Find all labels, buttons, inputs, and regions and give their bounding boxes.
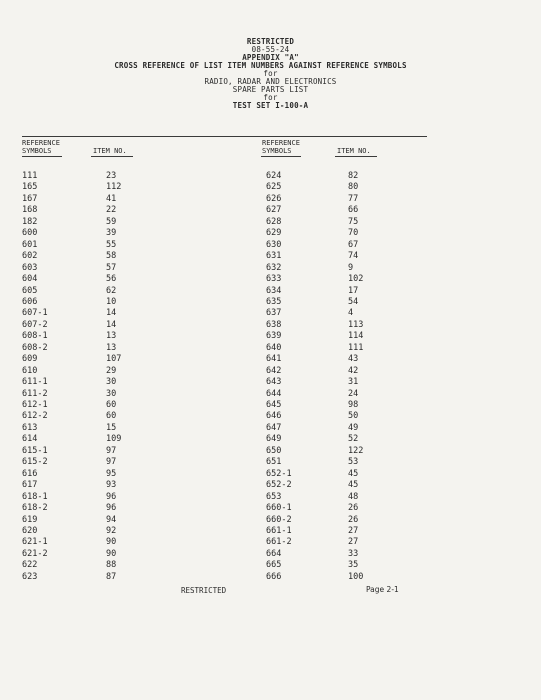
right-item-no: 45	[348, 480, 359, 491]
table-row	[0, 376, 541, 388]
header-doc-number: 08-55-24	[251, 45, 290, 54]
right-item-no: 98	[348, 400, 359, 410]
right-item-no: 4	[348, 308, 354, 319]
left-item-no: 10	[106, 296, 117, 307]
right-ref-symbol: 650	[266, 445, 282, 456]
header-appendix: APPENDIX "A"	[242, 53, 299, 62]
right-item-no: 111	[348, 342, 364, 353]
right-ref-symbol: 652-2	[266, 480, 292, 491]
left-item-no: 87	[106, 571, 117, 582]
left-item-no: 97	[106, 445, 117, 456]
right-item-no: 31	[348, 377, 359, 388]
left-item-no: 58	[106, 251, 117, 262]
left-ref-symbol: 611-1	[22, 377, 48, 388]
table-row	[0, 365, 541, 377]
left-item-no: 90	[106, 537, 117, 548]
table-row	[0, 262, 541, 274]
right-ref-symbol: 641	[266, 354, 282, 365]
left-item-no: 56	[106, 274, 117, 285]
header-underline-right-1	[261, 156, 301, 157]
table-row	[0, 502, 541, 514]
right-ref-symbol: 624	[266, 171, 282, 181]
right-item-no: 114	[348, 331, 364, 342]
left-ref-symbol: 602	[22, 251, 38, 262]
left-ref-symbol: 612-2	[22, 411, 48, 422]
right-item-no: 9	[348, 262, 354, 273]
right-item-no: 74	[348, 251, 359, 262]
left-ref-symbol: 605	[22, 285, 38, 296]
header-list-name: SPARE PARTS LIST	[232, 85, 309, 94]
right-ref-symbol: 629	[266, 228, 282, 239]
left-item-no: 23	[106, 171, 117, 181]
left-ref-symbol: 615-1	[22, 445, 48, 456]
left-ref-symbol: 168	[22, 205, 38, 216]
left-ref-symbol: 608-2	[22, 342, 48, 353]
left-item-no: 97	[106, 457, 117, 468]
table-row	[0, 410, 541, 422]
right-item-no: 49	[348, 422, 359, 433]
right-item-no: 113	[348, 319, 364, 330]
left-item-no: 14	[106, 319, 117, 330]
left-ref-symbol: 620	[22, 525, 38, 536]
table-row	[0, 525, 541, 537]
table-row	[0, 353, 541, 365]
left-ref-symbol: 606	[22, 296, 38, 307]
right-ref-symbol: 626	[266, 193, 282, 204]
table-row	[0, 445, 541, 457]
table-row	[0, 422, 541, 434]
right-ref-symbol: 628	[266, 216, 282, 227]
right-item-no: 26	[348, 503, 359, 514]
left-item-no: 39	[106, 228, 117, 239]
table-row	[0, 204, 541, 216]
right-ref-symbol: 645	[266, 400, 282, 410]
table-row	[0, 181, 541, 193]
left-ref-symbol: 621-2	[22, 548, 48, 559]
left-ref-symbol: 607-1	[22, 308, 48, 319]
table-row	[0, 433, 541, 445]
header-equipment: TEST SET I-100-A	[232, 101, 309, 110]
right-item-no: 75	[348, 216, 359, 227]
table-row	[0, 399, 541, 411]
left-item-no: 92	[106, 525, 117, 536]
right-item-no: 43	[348, 354, 359, 365]
header-for-2: for	[263, 93, 278, 102]
table-row	[0, 239, 541, 251]
left-ref-symbol: 604	[22, 274, 38, 285]
right-item-no-header: ITEM NO.	[337, 147, 371, 155]
left-ref-symbol: 613	[22, 422, 38, 433]
left-item-no: 95	[106, 468, 117, 479]
table-row	[0, 571, 541, 583]
left-item-no: 41	[106, 193, 117, 204]
right-item-no: 122	[348, 445, 364, 456]
left-item-no: 22	[106, 205, 117, 216]
left-ref-symbol: 621-1	[22, 537, 48, 548]
left-item-no: 96	[106, 503, 117, 514]
right-ref-symbols-header: REFERENCE SYMBOLS	[262, 139, 300, 155]
left-item-no: 60	[106, 400, 117, 410]
header-for-1: for	[263, 69, 278, 78]
left-item-no: 29	[106, 365, 117, 376]
right-ref-symbol: 634	[266, 285, 282, 296]
left-ref-symbol: 614	[22, 434, 38, 445]
left-ref-symbol: 167	[22, 193, 38, 204]
right-ref-symbol: 660-2	[266, 514, 292, 525]
left-item-no: 60	[106, 411, 117, 422]
left-ref-symbol: 609	[22, 354, 38, 365]
right-ref-symbol: 647	[266, 422, 282, 433]
right-ref-symbol: 664	[266, 548, 282, 559]
table-row	[0, 216, 541, 228]
left-ref-symbol: 615-2	[22, 457, 48, 468]
table-row	[0, 285, 541, 297]
table-row	[0, 170, 541, 182]
right-item-no: 27	[348, 525, 359, 536]
top-rule	[22, 136, 427, 137]
right-item-no: 50	[348, 411, 359, 422]
right-ref-symbol: 640	[266, 342, 282, 353]
left-item-no: 107	[106, 354, 122, 365]
left-item-no: 94	[106, 514, 117, 525]
footer-page-number: Page 2-1	[366, 585, 399, 594]
right-item-no: 54	[348, 296, 359, 307]
right-ref-symbol: 651	[266, 457, 282, 468]
right-item-no: 67	[348, 239, 359, 250]
header-underline-left-2	[91, 156, 133, 157]
right-ref-symbol: 649	[266, 434, 282, 445]
table-row	[0, 514, 541, 526]
right-ref-symbol: 653	[266, 491, 282, 502]
left-ref-symbol: 617	[22, 480, 38, 491]
left-item-no: 13	[106, 342, 117, 353]
left-ref-symbol: 601	[22, 239, 38, 250]
header-classification: RESTRICTED	[246, 37, 295, 46]
table-row	[0, 479, 541, 491]
left-ref-symbol: 182	[22, 216, 38, 227]
right-item-no: 77	[348, 193, 359, 204]
left-ref-symbol: 165	[22, 182, 38, 193]
right-ref-symbol: 639	[266, 331, 282, 342]
table-row	[0, 388, 541, 400]
right-item-no: 53	[348, 457, 359, 468]
right-item-no: 52	[348, 434, 359, 445]
table-row	[0, 456, 541, 468]
table-row	[0, 491, 541, 503]
right-item-no: 102	[348, 274, 364, 285]
document-header	[0, 38, 541, 110]
right-item-no: 48	[348, 491, 359, 502]
table-row	[0, 342, 541, 354]
right-ref-symbol: 633	[266, 274, 282, 285]
right-ref-symbol: 630	[266, 239, 282, 250]
right-ref-symbol: 631	[266, 251, 282, 262]
left-ref-symbol: 611-2	[22, 388, 48, 399]
left-ref-symbol: 610	[22, 365, 38, 376]
right-ref-symbol: 637	[266, 308, 282, 319]
left-ref-symbol: 623	[22, 571, 38, 582]
right-item-no: 17	[348, 285, 359, 296]
right-ref-symbol: 635	[266, 296, 282, 307]
left-ref-symbol: 111	[22, 171, 38, 181]
table-row	[0, 193, 541, 205]
left-item-no-header: ITEM NO.	[93, 147, 127, 155]
left-ref-symbol: 607-2	[22, 319, 48, 330]
right-item-no: 27	[348, 537, 359, 548]
table-row	[0, 307, 541, 319]
right-item-no: 26	[348, 514, 359, 525]
table-row	[0, 319, 541, 331]
table-row	[0, 468, 541, 480]
right-ref-symbol: 661-2	[266, 537, 292, 548]
right-item-no: 35	[348, 560, 359, 571]
header-underline-right-2	[335, 156, 377, 157]
left-ref-symbol: 616	[22, 468, 38, 479]
left-ref-symbol: 612-1	[22, 400, 48, 410]
table-row	[0, 536, 541, 548]
header-subject: RADIO, RADAR AND ELECTRONICS	[204, 77, 337, 86]
right-item-no: 42	[348, 365, 359, 376]
header-title: CROSS REFERENCE OF LIST ITEM NUMBERS AGAINST REFERENCE SYMBOLS	[114, 61, 407, 70]
header-underline-left-1	[22, 156, 62, 157]
left-item-no: 112	[106, 182, 122, 193]
left-ref-symbol: 600	[22, 228, 38, 239]
table-row	[0, 296, 541, 308]
right-item-no: 33	[348, 548, 359, 559]
right-item-no: 66	[348, 205, 359, 216]
left-item-no: 109	[106, 434, 122, 445]
right-ref-symbol: 665	[266, 560, 282, 571]
left-item-no: 62	[106, 285, 117, 296]
right-ref-symbol: 638	[266, 319, 282, 330]
right-ref-symbol: 666	[266, 571, 282, 582]
left-ref-symbol: 622	[22, 560, 38, 571]
left-item-no: 14	[106, 308, 117, 319]
left-item-no: 57	[106, 262, 117, 273]
right-item-no: 82	[348, 171, 359, 181]
left-ref-symbol: 618-2	[22, 503, 48, 514]
left-ref-symbol: 603	[22, 262, 38, 273]
right-ref-symbol: 642	[266, 365, 282, 376]
table-row	[0, 548, 541, 560]
left-item-no: 59	[106, 216, 117, 227]
left-item-no: 30	[106, 388, 117, 399]
right-item-no: 80	[348, 182, 359, 193]
table-row	[0, 273, 541, 285]
right-ref-symbol: 632	[266, 262, 282, 273]
left-item-no: 96	[106, 491, 117, 502]
left-item-no: 55	[106, 239, 117, 250]
right-item-no: 24	[348, 388, 359, 399]
left-item-no: 13	[106, 331, 117, 342]
right-ref-symbol: 661-1	[266, 525, 292, 536]
left-ref-symbol: 619	[22, 514, 38, 525]
right-ref-symbol: 625	[266, 182, 282, 193]
left-item-no: 15	[106, 422, 117, 433]
table-row	[0, 227, 541, 239]
right-ref-symbol: 646	[266, 411, 282, 422]
right-item-no: 70	[348, 228, 359, 239]
table-row	[0, 250, 541, 262]
right-ref-symbol: 660-1	[266, 503, 292, 514]
left-item-no: 88	[106, 560, 117, 571]
table-row	[0, 559, 541, 571]
right-ref-symbol: 627	[266, 205, 282, 216]
left-ref-symbol: 618-1	[22, 491, 48, 502]
footer-classification: RESTRICTED	[181, 586, 227, 595]
right-ref-symbol: 644	[266, 388, 282, 399]
left-item-no: 90	[106, 548, 117, 559]
right-item-no: 100	[348, 571, 364, 582]
right-ref-symbol: 652-1	[266, 468, 292, 479]
left-ref-symbol: 608-1	[22, 331, 48, 342]
left-ref-symbols-header: REFERENCE SYMBOLS	[22, 139, 60, 155]
table-row	[0, 330, 541, 342]
right-ref-symbol: 643	[266, 377, 282, 388]
left-item-no: 30	[106, 377, 117, 388]
right-item-no: 45	[348, 468, 359, 479]
left-item-no: 93	[106, 480, 117, 491]
